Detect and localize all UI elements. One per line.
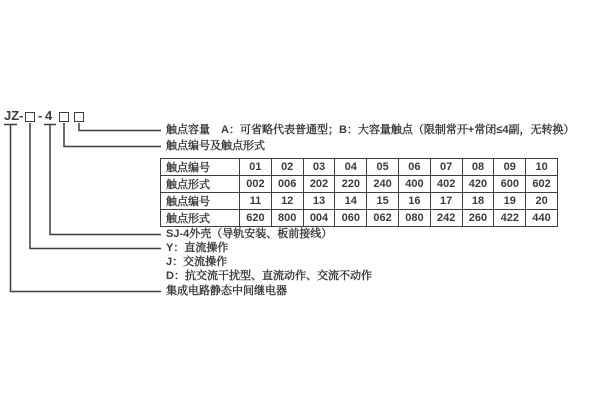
code-cell: 602 [526,176,558,193]
model-separator-1: - [19,108,24,123]
code-cell: 15 [367,193,399,210]
callout-case: SJ-4外壳（导轨安装、板前接线） [166,228,333,240]
code-cell: 06 [398,159,430,176]
code-cell: 13 [303,193,335,210]
table-row [161,210,558,227]
code-cell: 05 [367,159,399,176]
table-row [161,176,558,193]
code-cell: 14 [335,193,367,210]
callout-contact-capacity: 触点容量 A：可省略代表普通型；B：大容量触点（限制常开+常闭≤4副，无转换） [166,124,575,136]
row-label: 触点编号 [161,159,240,176]
row-label: 触点形式 [161,210,240,227]
code-cell: 03 [303,159,335,176]
code-cell: 006 [271,176,303,193]
code-cell: 07 [430,159,462,176]
callout-contact-number-form: 触点编号及触点形式 [166,140,265,152]
model-placeholder-box-capacity [74,112,84,122]
code-cell: 004 [303,210,335,227]
callout-option-y: Y：直流操作 [166,242,229,254]
code-cell: 04 [335,159,367,176]
table-row [161,193,558,210]
code-cell: 19 [494,193,526,210]
code-cell: 440 [526,210,558,227]
code-cell: 400 [398,176,430,193]
code-cell: 402 [430,176,462,193]
code-cell: 600 [494,176,526,193]
table-row [161,159,558,176]
code-cell: 02 [271,159,303,176]
code-cell: 002 [240,176,272,193]
row-label: 触点形式 [161,176,240,193]
callout-product-name: 集成电路静态中间继电器 [166,285,287,297]
code-cell: 16 [398,193,430,210]
code-cell: 420 [462,176,494,193]
code-cell: 17 [430,193,462,210]
callout-connector-paths [4,123,161,292]
model-case-code: 4 [45,108,53,123]
callout-option-d: D：抗交流干扰型、直流动作、交流不动作 [166,270,372,282]
code-cell: 11 [240,193,272,210]
row-label: 触点编号 [161,193,240,210]
contact-code-table-body [161,159,558,227]
code-cell: 202 [303,176,335,193]
model-separator-2: - [38,108,43,123]
code-cell: 01 [240,159,272,176]
code-cell: 12 [271,193,303,210]
model-placeholder-box-contact-code [59,112,69,122]
code-cell: 240 [367,176,399,193]
code-cell: 060 [335,210,367,227]
code-cell: 09 [494,159,526,176]
code-cell: 08 [462,159,494,176]
code-cell: 260 [462,210,494,227]
code-cell: 242 [430,210,462,227]
contact-code-table [160,158,558,227]
code-cell: 10 [526,159,558,176]
code-cell: 620 [240,210,272,227]
code-cell: 800 [271,210,303,227]
code-cell: 20 [526,193,558,210]
code-cell: 062 [367,210,399,227]
code-cell: 080 [398,210,430,227]
code-cell: 18 [462,193,494,210]
code-cell: 422 [494,210,526,227]
callout-option-j: J：交流操作 [166,256,228,268]
model-placeholder-box-operation [25,112,35,122]
model-prefix: JZ [4,108,20,123]
code-cell: 220 [335,176,367,193]
